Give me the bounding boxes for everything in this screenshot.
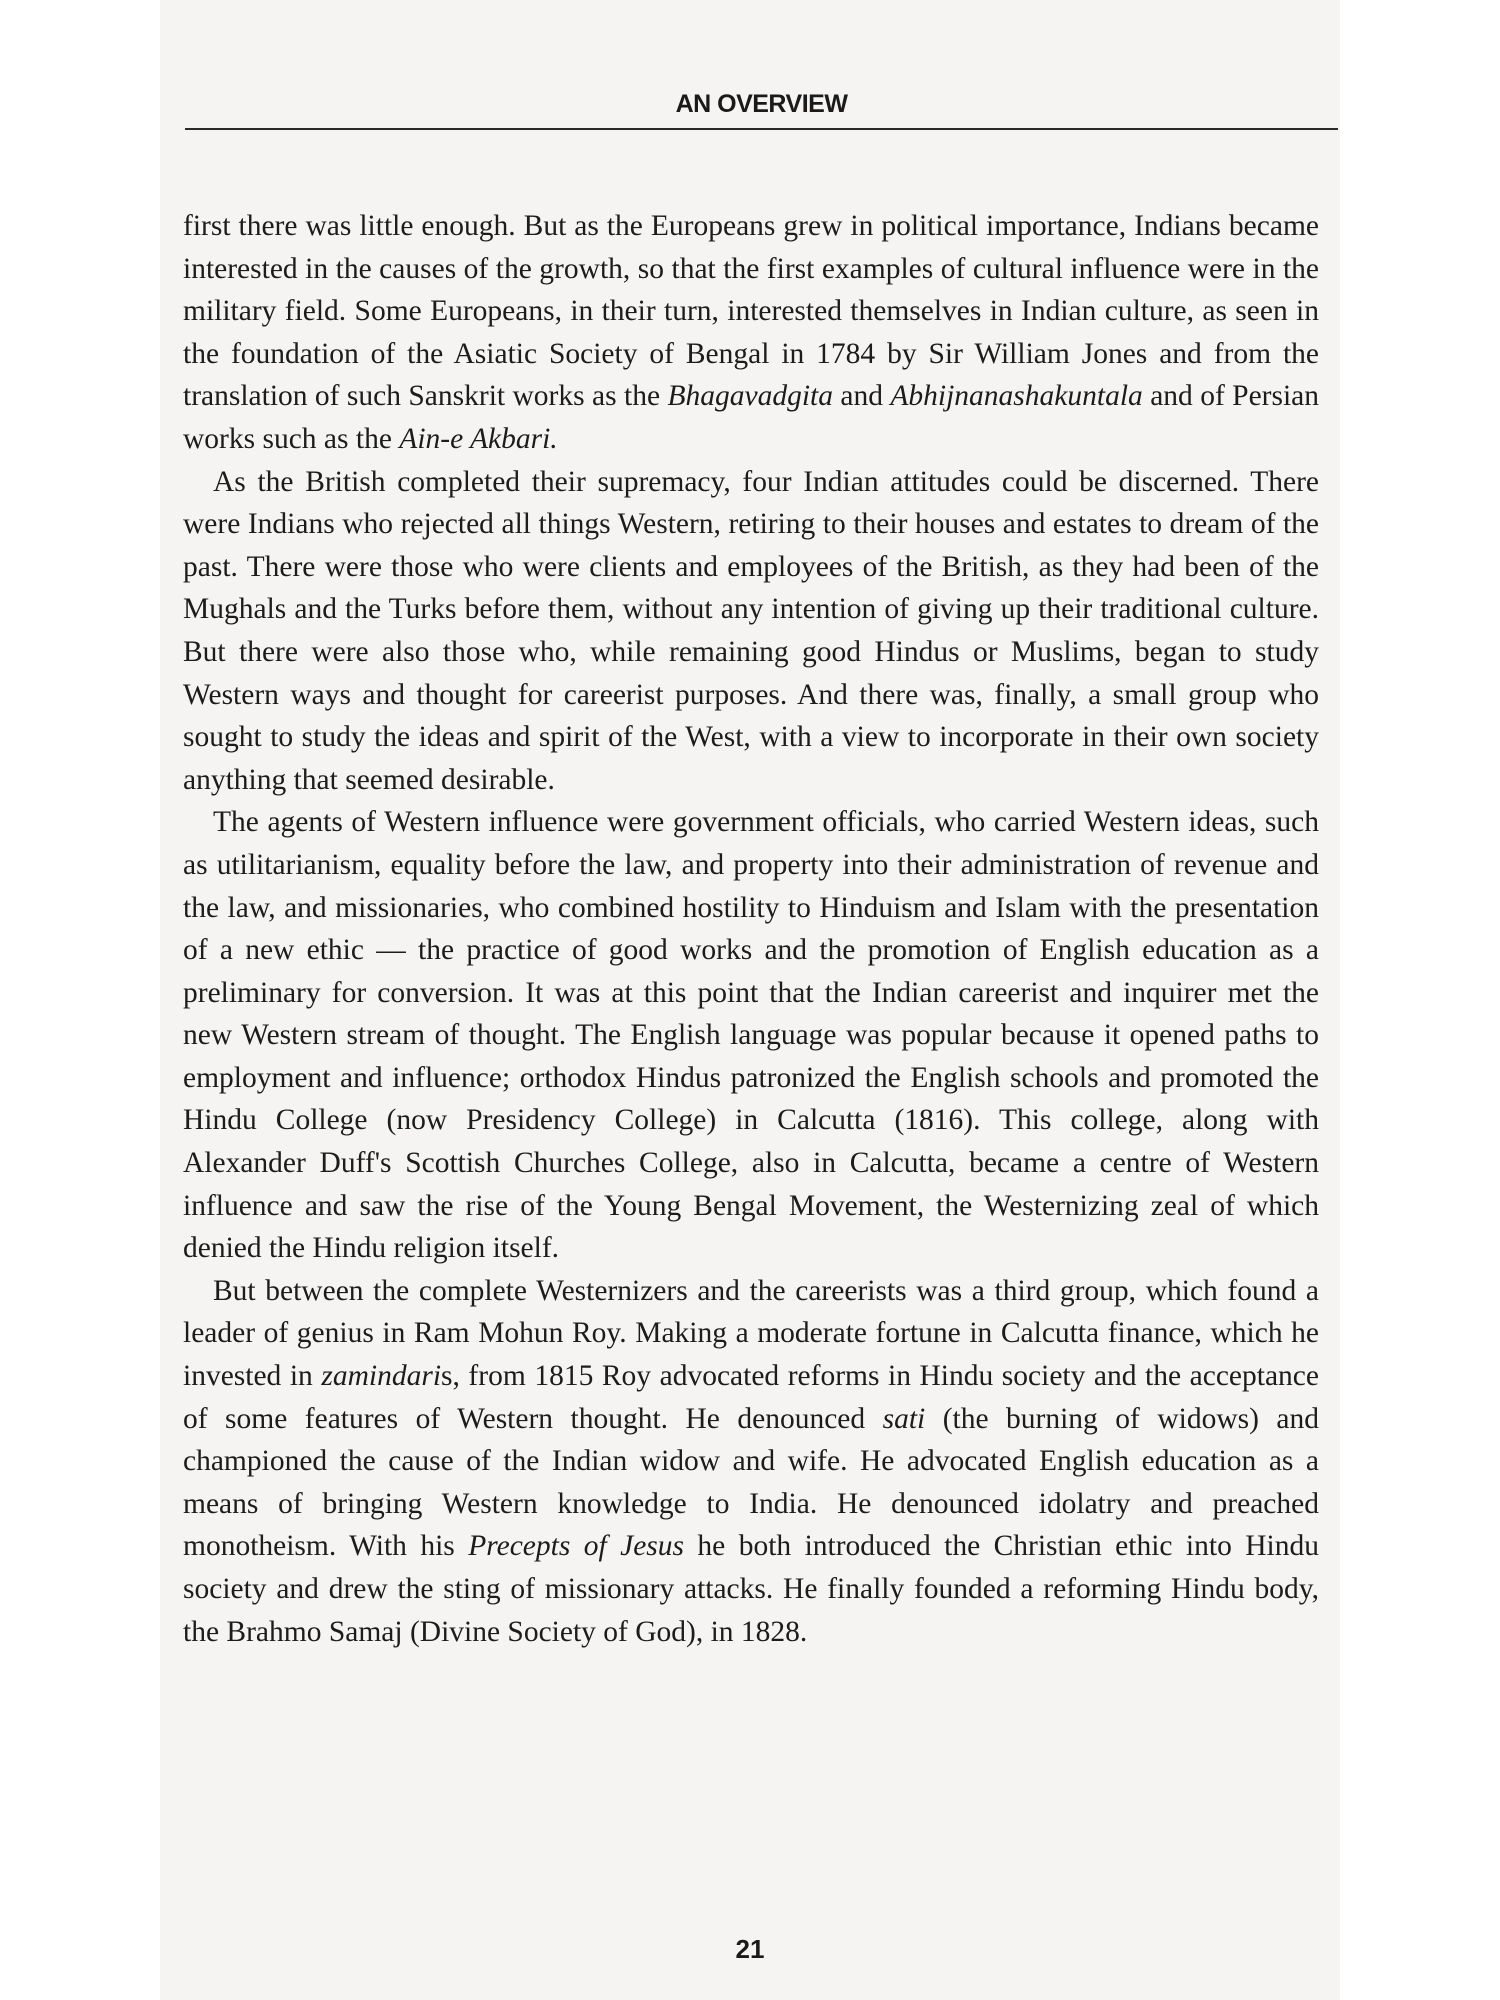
italic-text: Bhagavadgita xyxy=(667,380,833,413)
text-run: first there was little enough. But as the Europeans grew in political importance, Indians became interested in the causes of the growth, so that the first examples of cultural influence were in the military field. Some Europeans, in their turn, interested themselves in Indian culture, as seen in the foundation of the Asiatic Society of Bengal in 1784 by Sir William Jones and from the translation of such Sanskrit works as the xyxy=(183,210,1319,413)
italic-text: Ain-e Akbari. xyxy=(399,422,558,455)
italic-text: Precepts of Jesus xyxy=(468,1530,685,1563)
italic-text: sati xyxy=(882,1402,926,1435)
paragraph xyxy=(183,461,1319,802)
running-header xyxy=(185,86,1338,130)
paragraph xyxy=(183,1270,1319,1653)
italic-text: Abhijnanashakuntala xyxy=(890,380,1143,413)
text-run: he both introduced the Christian ethic into Hindu society and drew the sting of missionary attacks. He finally founded a reforming Hindu body, the Brahmo Samaj (Divine Society of God), in 1828. xyxy=(183,1530,1319,1648)
text-run: The agents of Western influence were government officials, who carried Western ideas, such as utilitarianism, equality before the law, and property into their administration of revenue and the law, and missionaries, who combined hostility to Hinduism and Islam with the presentation of a new ethic — the practice of good works and the promotion of English education as a preliminary for conversion. It was at this point that the Indian careerist and inquirer met the new Western stream of thought. The English language was popular because it opened paths to employment and influence; orthodox Hindus patronized the English schools and promoted the Hindu College (now Presidency College) in Calcutta (1816). This college, along with Alexander Duff's Scottish Churches College, also in Calcutta, became a centre of Western influence and saw the rise of the Young Bengal Movement, the Westernizing zeal of which denied the Hindu religion itself. xyxy=(183,806,1319,1265)
text-run: s, from 1815 Roy advocated reforms in Hindu society and the acceptance of some features of Western thought. He denounced xyxy=(183,1360,1319,1435)
text-run: But between the complete Westernizers and the careerists was a third group, which found a leader of genius in Ram Mohun Roy. Making a moderate fortune in Calcutta finance, which he invested in xyxy=(183,1274,1319,1393)
paragraph xyxy=(183,205,1319,461)
italic-text: zamindari xyxy=(321,1360,442,1393)
paragraph xyxy=(183,801,1319,1270)
text-run: and xyxy=(832,380,891,413)
page-number: 21 xyxy=(735,1934,765,1964)
text-run: (the burning of widows) and championed the cause of the Indian widow and wife. He advocated English education as a means of bringing Western knowledge to India. He denounced idolatry and preached monotheism. With his xyxy=(183,1402,1319,1563)
running-header-title: AN OVERVIEW xyxy=(675,90,848,118)
text-run: and of Persian works such as the xyxy=(183,380,1320,455)
text-run: As the British completed their supremacy, four Indian attitudes could be discerned. There were Indians who rejected all things Western, retiring to their houses and estates to dream of the past. There were those who were clients and employees of the British, as they had been of the Mughals and the Turks before them, without any intention of giving up their traditional culture. But there were also those who, while remaining good Hindus or Muslims, began to study Western ways and thought for careerist purposes. And there was, finally, a small group who sought to study the ideas and spirit of the West, with a view to incorporate in their own society anything that seemed desirable. xyxy=(183,465,1319,796)
body-text xyxy=(183,205,1319,1653)
